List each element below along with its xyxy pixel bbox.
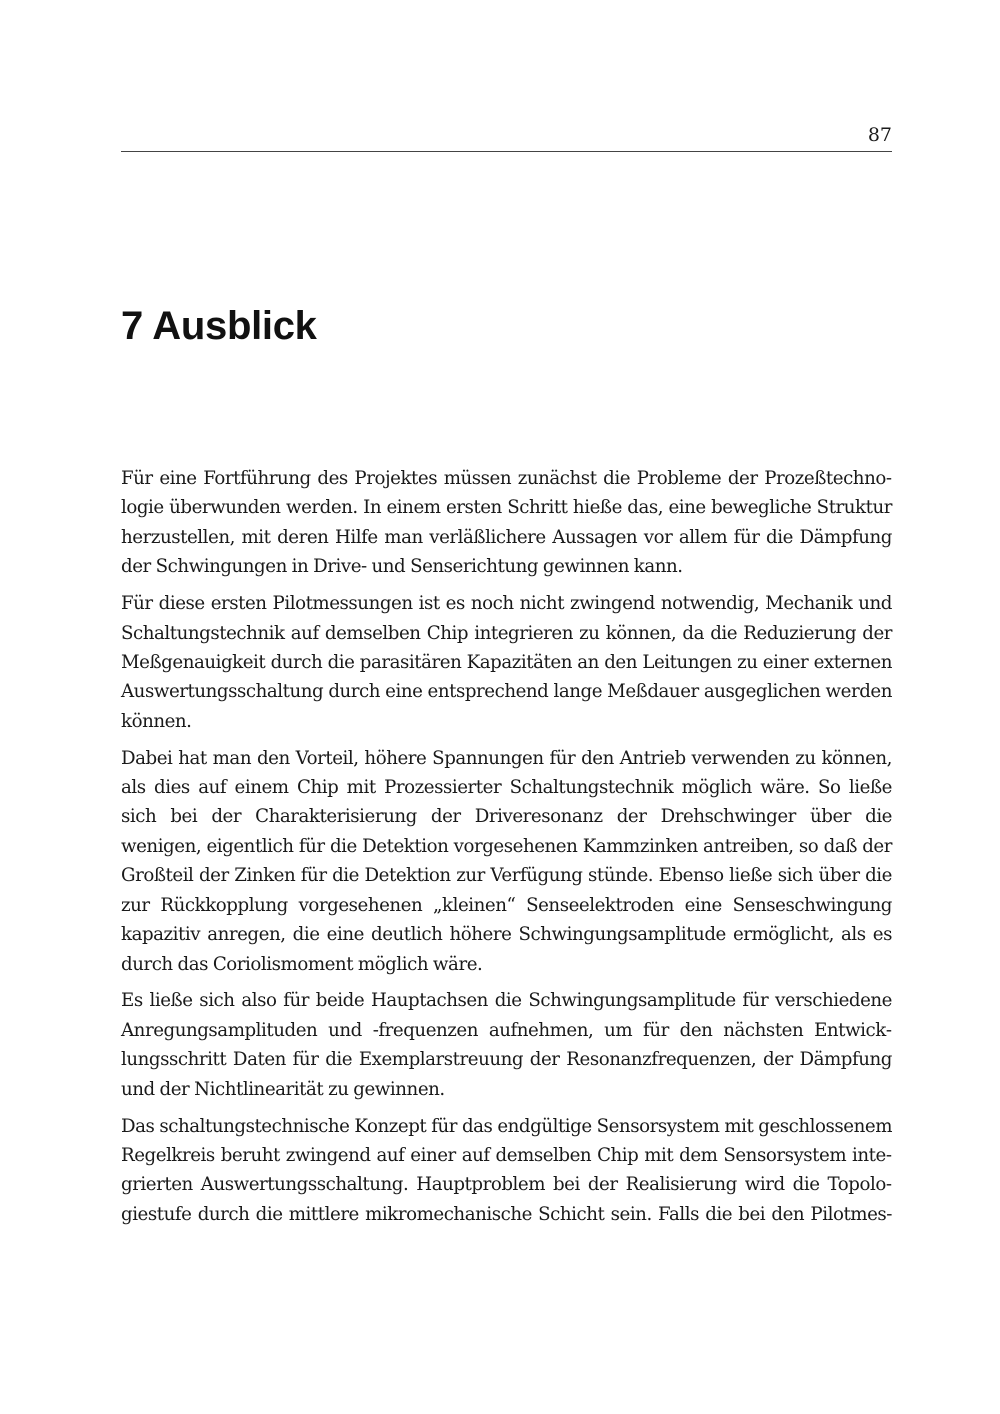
body-text	[121, 464, 892, 1237]
paragraph: Für eine Fortführung des Projektes müssen zunächst die Probleme der Prozeßtechnologie überwunden werden. In einem ersten Schritt hieße das, eine bewegliche Struktur herzustellen, mit deren Hilfe man verläßlichere Aussagen vor allem für die Dämpfung der Schwingungen in Drive- und Senserichtung gewinnen kann.	[121, 468, 892, 578]
page-number: 87	[867, 124, 892, 146]
paragraph: Dabei hat man den Vorteil, höhere Spannungen für den Antrieb verwenden zu können, als dies auf einem Chip mit Prozessierter Schaltungstechnik möglich wäre. So ließe sich bei der Charakterisierung der Driveresonanz der Drehschwinger über die wenigen, eigentlich für die Detektion vorgesehenen Kammzinken antreiben, so daß der Großteil der Zinken für die Detektion zur Verfügung stünde. Ebenso ließe sich über die zur Rückkopplung vorgesehenen „kleinen“ Senseelektroden eine Senseschwingung kapazitiv anregen, die eine deutlich höhere Schwingungsamplitude ermöglicht, als es durch das Coriolismoment möglich wäre.	[121, 747, 892, 975]
paragraph: Für diese ersten Pilotmessungen ist es noch nicht zwingend notwendig, Mechanik und Schaltungstechnik auf demselben Chip integrieren zu können, da die Reduzierung der Meßgenauigkeit durch die parasitären Kapazitäten an den Leitungen zu einer externen Auswertungsschaltung durch eine entsprechend lange Meßdauer ausgeglichen werden können.	[121, 593, 892, 732]
chapter-title: 7 Ausblick	[121, 304, 317, 348]
paragraph: Das schaltungstechnische Konzept für das endgültige Sensorsystem mit geschlossenem Regelkreis beruht zwingend auf einer auf demselben Chip mit dem Sensorsystem integrierten Auswertungsschaltung. Hauptproblem bei der Realisierung wird die Topologiestufe durch die mittlere mikromechanische Schicht sein. Falls die bei den Pilotmes-	[121, 1115, 892, 1225]
header-rule	[121, 151, 892, 152]
paragraph: Es ließe sich also für beide Hauptachsen die Schwingungsamplitude für verschiedene Anregungsamplituden und -frequenzen aufnehmen, um für den nächsten Entwicklungsschritt Daten für die Exemplarstreuung der Resonanzfrequenzen, der Dämpfung und der Nichtlinearität zu gewinnen.	[121, 990, 892, 1100]
